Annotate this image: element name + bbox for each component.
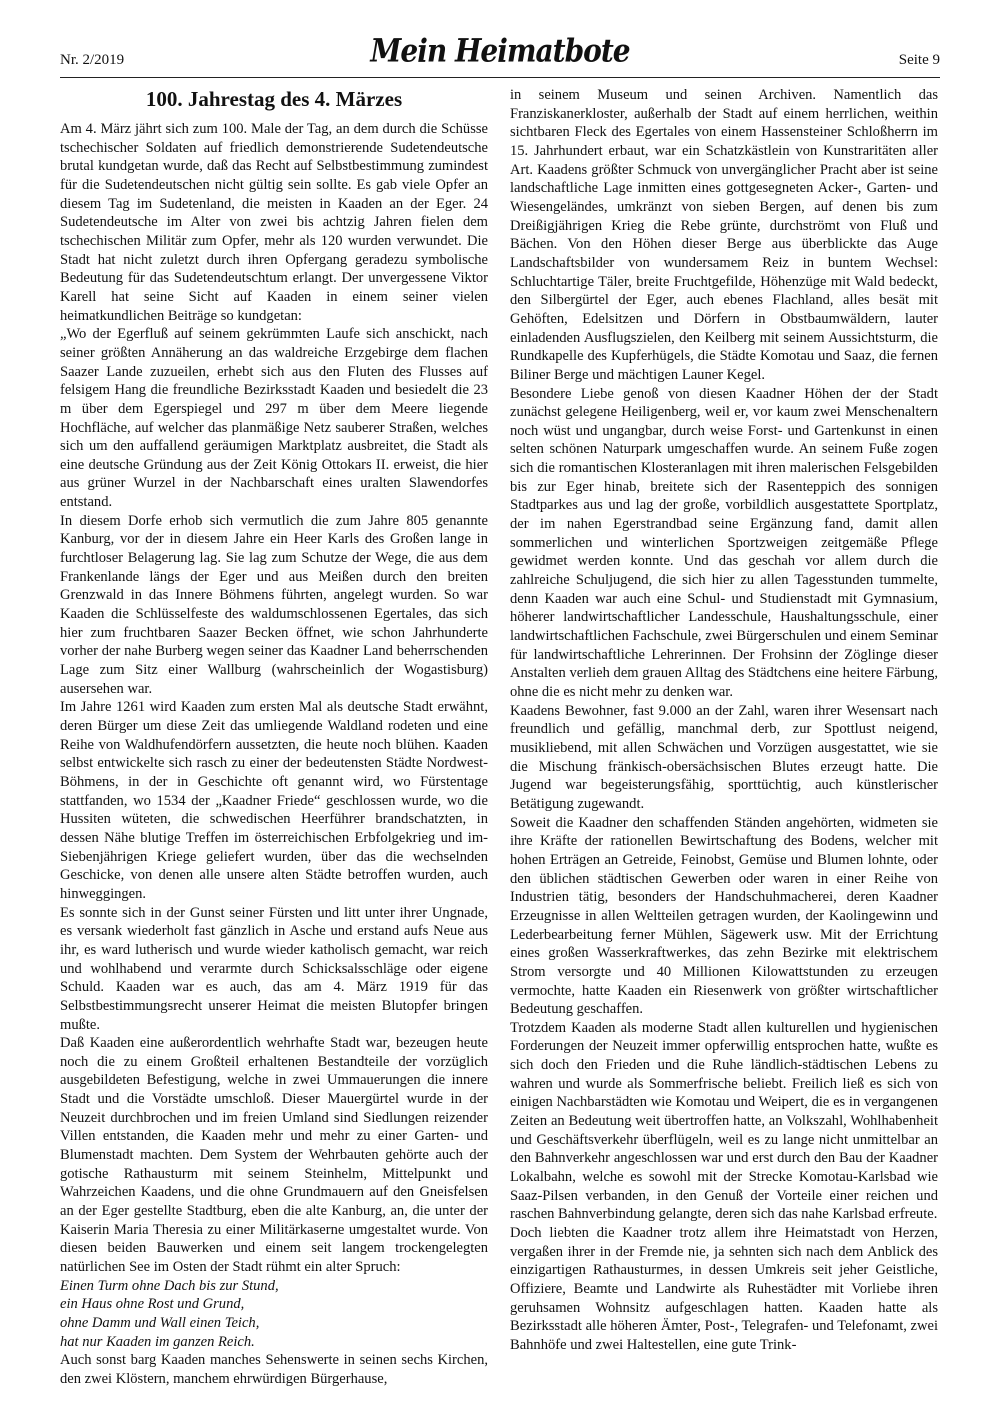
paragraph: Es sonnte sich in der Gunst seiner Fürsten und litt unter ihrer Ungnade, es versank wiederholt fast gänzlich in Asche und erstand aufs Neue aus ihr, es ward lutherisch und wurde wieder katholisch gemacht, war reich und wohlhabend und verarmte durch Schicksalsschläge oder eigene Schuld. Kaaden war es auch, das am 4. März 1919 für das Selbstbestimmungsrecht unserer Heimat die meisten Blutopfer bringen mußte. bbox=[60, 904, 488, 1033]
paragraph: Im Jahre 1261 wird Kaaden zum ersten Mal als deutsche Stadt erwähnt, deren Bürger um diese Zeit das umliegende Waldland rodeten und eine Reihe von Waldhufendörfern aussetzten, die heute noch blühen. Kaaden selbst entwickelte sich rasch zu einer der bedeutensten Städte Nordwest-Böhmens, in der in Geschichte oft genannt wird, wo Fürstentage stattfanden, wo 1534 der „Kaadner Friede“ geschlossen wurde, wo die Hussiten wüteten, die schwedischen Heerführer brandschatzten, in dessen Nähe blutige Treffen im österreichischen Erbfolgekrieg und im-Siebenjährigen Kriege geliefert wurden, über das die wechselnden Geschicke, von denen alle unsere alten Städte betroffen wurden, auch hinweggingen. bbox=[60, 699, 488, 902]
paragraph: Kaadens Bewohner, fast 9.000 an der Zahl, waren ihrer Wesensart nach freundlich und gefällig, manchmal derb, zur Spottlust neigend, musikliebend, mit allen Schwächen und Vorzügen ausgestattet, wie sie die Mischung fränkisch-obersächsischen Blutes erzeugt hatte. Die Jugend war begeisterungsfähig, sporttüchtig, auch künstlerischer Betätigung zugewandt. bbox=[510, 702, 938, 812]
issue-number: Nr. 2/2019 bbox=[60, 52, 125, 68]
article-title: 100. Jahrestag des 4. Märzes bbox=[145, 87, 403, 111]
verse-line: ohne Damm und Wall einen Teich, bbox=[60, 1315, 260, 1331]
left-column bbox=[60, 86, 488, 1389]
right-column bbox=[510, 86, 938, 1355]
paragraph: in seinem Museum und seinen Archiven. Namentlich das Franziskanerkloster, außerhalb der Stadt auf einem herrlichen, weithin sichtbaren Fleck des Egertales von einem Hassensteiner Schloßherrn im 15. Jahrhundert erbaut, war ein Schatzkästlein von Kunstraritäten aller Art. Kaadens größter Schmuck von unvergänglicher Pracht aber ist seine landschaftliche Lage inmitten eines gottgesegneten Acker-, Garten- und Wiesengeländes, umkränzt von sieben Bergen, auf denen bis zum Dreißigjährigen Krieg die Rebe grünte, durchströmt von Fluß und Bächen. Von den Höhen dieser Berge aus überblickte das Auge Landschaftsbilder von wundersamem Reiz in buntem Wechsel: Schluchtartige Täler, breite Fruchtgefilde, Höhenzüge mit Wald bedeckt, den Silbergürtel der Eger, auch ebenes Flachland, alles besät mit Gehöften, Edelsitzen und Dörfern in Obstbaumwäldern, lauter einladenden Ausflugszielen, den Keilberg mit seinem Aussichtsturm, die Rundkapelle des Kupferhügels, die Städte Komotau und Saaz, die fernen Biliner Berge und mächtigen Launer Kegel. bbox=[510, 87, 938, 383]
masthead-logo: Mein Heimatbote bbox=[370, 31, 630, 70]
paragraph: Soweit die Kaadner den schaffenden Ständen angehörten, widmeten sie ihre Kräfte der rationellen Bewirtschaftung des Bodens, welcher mit hohen Erträgen an Getreide, Feinobst, Gemüse und Blumen lohnte, oder den üblichen städtischen Gewerben oder waren in einer Reihe von Industrien tätig, besonders der Handschuhmacherei, deren Kaadner Erzeugnisse in allen Weltteilen getragen wurden, der Kaolingewinn und Lederbearbeitung ferner Mühlen, Sägewerk usw. Mit der Errichtung eines großen Wasserkraftwerkes, das zehn Bezirke mit elektrischem Strom versorgte und 40 Millionen Kilowattstunden zu erzeugen vermochte, hatte Kaaden ein Riesenwerk von größter wirtschaftlicher Bedeutung geschaffen. bbox=[510, 814, 938, 1018]
paragraph: „Wo der Egerfluß auf seinem gekrümmten Laufe sich anschickt, nach seiner größten Annäherung an das waldreiche Erzgebirge dem flachen Saazer Lande zuzueilen, erhebt sich aus den Fluten des Flusses auf felsigem Hang die freundliche Bezirksstadt Kaaden und besiedelt die 23 m über dem Egerspiegel und 297 m über dem Meere liegende Hochfläche, auf welcher das planmäßige Netz sauberer Straßen, welches sich um den auffallend geräumigen Marktplatz ausbreitet, die Stadt als eine deutsche Gründung aus der Zeit König Ottokars II. erweist, die hier aus grüner Wurzel in der Nachbarschaft eines uralten Slawendorfes entstand. bbox=[60, 326, 488, 511]
paragraph: Trotzdem Kaaden als moderne Stadt allen kulturellen und hygienischen Forderungen der Neuzeit immer opferwillig entsprochen hatte, wußte es sich doch den Frieden und die Ruhe ländlich-städtischen Lebens zu wahren und wurde als Sommerfrische beliebt. Freilich ließ es sich von einigen Nachbarstädten wie Komotau und Weipert, die es in vergangenen Zeiten an Bedeutung weit übertroffen hatte, an Volkszahl, Wohlhabenheit und Geschäftsverkehr überflügeln, weil es zu lange nicht unmittelbar an den Bahnverkehr angeschlossen war und erst durch den Bau der Kaadner Lokalbahn, welche es sowohl mit der Strecke Komotau-Karlsbad wie Saaz-Pilsen verbanden, in den Genuß der Vorteile einer reichen und raschen Bahnverbindung gelangte, deren sich das nahe Karlsbad erfreute. bbox=[510, 1019, 938, 1223]
verse-line: ein Haus ohne Rost und Grund, bbox=[60, 1296, 245, 1313]
paragraph: Auch sonst barg Kaaden manches Sehenswerte in seinen sechs Kirchen, den zwei Klöstern, manchem ehrwürdigen Bürgerhause, bbox=[60, 1352, 488, 1387]
verse-line: hat nur Kaaden im ganzen Reich. bbox=[60, 1333, 255, 1350]
paragraph: Besondere Liebe genoß von diesen Kaadner Höhen der der Stadt zunächst gelegene Heiligenberg, weil er, vor kaum zwei Menschenaltern noch wüst und ungangbar, durch weise Forst- und Gartenkunst in einen selten schönen Naturpark umgeschaffen wurde. An seinem Fuße zogen sich die romantischen Klosteranlagen mit ihren malerischen Felsgebilden bis zur Eger hinab, breitete sich der Rasenteppich des sonnigen Stadtparkes aus und lag der große, vorbildlich ausgestattete Sportplatz, der im nahen Egerstrandbad seine Ergänzung fand, damit allen sommerlichen und winterlichen Sportzweigen zeitgemäße Pflege gewidmet werden konnte. Und das geschah vor allem durch die zahlreiche Schuljugend, die sich hier zu allen Tagesstunden tummelte, denn Kaaden war auch eine Schul- und Studienstadt mit Gymnasium, höherer landwirtschaftlicher Landesschule, Haushaltungsschule, einer landwirtschaftlichen Fachschule, zwei Bürgerschulen und einem Seminar für landwirtschaftliche Lehrerinnen. Der Frohsinn der Zöglinge dieser Anstalten verlieh dem grauen Alltag des Städtchens eine heitere Färbung, ohne die es nicht mehr zu denken war. bbox=[510, 385, 938, 700]
page-header bbox=[60, 31, 940, 74]
verse-quote bbox=[60, 1277, 488, 1352]
page-number: Seite 9 bbox=[898, 52, 940, 68]
paragraph: Doch liebten die Kaadner trotz allem ihre Heimatstadt von Herzen, vergaßen ihrer in der Fremde nie, ja sehnten sich nach dem Anblick des einzigartigen Rathausturmes, in dessen Umkreis seit jeher Geistliche, Offiziere, Beamte und Landwirte als Ruhestädter mit Vorliebe ihren geruhsamen Wohnsitz aufgeschlagen hatten. Kaaden hatte als Bezirksstadt alle höheren Ämter, Post-, Telegrafen- und Telefonamt, zwei Bahnhöfe und zwei Haltestellen, eine gute Trink- bbox=[510, 1225, 938, 1353]
paragraph: Am 4. März jährt sich zum 100. Male der Tag, an dem durch die Schüsse tschechischer Soldaten auf friedlich demonstrierende Sudetendeutsche brutal kundgetan wurde, daß das Recht auf Selbstbestimmung zumindest für die Sudetendeutschen nicht gültig sein sollte. Es gab viele Opfer an diesem Tag im Sudetenland, die meisten in Kaaden an der Eger. 24 Sudetendeutsche im Alter von zwei bis achtzig Jahren fielen dem tschechischen Militär zum Opfer, mehr als 120 wurden verwundet. Die Stadt hat nicht zuletzt durch ihren Opfergang geradezu symbolische Bedeutung für das Sudetendeutschtum erlangt. Der unvergessene Viktor Karell hat seine Sicht auf Kaaden in einem seiner vielen heimatkundlichen Beiträge so kundgetan: bbox=[60, 121, 488, 324]
header-rule bbox=[60, 77, 940, 78]
verse-line: Einen Turm ohne Dach bis zur Stund, bbox=[60, 1277, 279, 1294]
paragraph: Daß Kaaden eine außerordentlich wehrhafte Stadt war, bezeugen heute noch die zu einem Großteil erhaltenen Bestandteile der vorzüglich ausgebildeten Befestigung, welche in zwei Ummauerungen die innere Stadt und die Vorstädte umschloß. Dieser Mauergürtel wurde in der Neuzeit durchbrochen und im freien Umland sind Siedlungen reizender Villen entstanden, die Kaaden mehr und mehr zu einer Garten- und Blumenstadt machten. Dem System der Wehrbauten gehörte auch der gotische Rathausturm mit seinem Steinhelm, Mittelpunkt und Wahrzeichen Kaadens, und die ohne Grundmauern auf den Gneisfelsen an der Eger gestellte Stadtburg, eben die alte Kanburg, an, die unter der Kaiserin Maria Theresia zu einer Militärkaserne umgestaltet wurde. Von diesen beiden Bauwerken und einem seit langem trockengelegten natürlichen See im Osten der Stadt rühmt ein alter Spruch: bbox=[60, 1035, 488, 1276]
paragraph: In diesem Dorfe erhob sich vermutlich die zum Jahre 805 genannte Kanburg, vor der in diesem Jahre ein Heer Karls des Großen lange in furchtloser Belagerung lag. Sie lag zum Schutze der Wege, die aus dem Frankenlande längs der Eger und aus Meißen durch den breiten Grenzwald in das Innere Böhmens führten, angelegt wurden. So war Kaaden die Schlüsselfeste des waldumschlossenen Egertales, das sich hier zum fruchtbaren Saazer Becken öffnet, wie schon Jahrhunderte vorher der nahe Burberg wegen seiner das Kaadner Land beherrschenden Lage zum Sitz einer Wallburg (wahrscheinlich der Wogastisburg) ausersehen war. bbox=[60, 512, 488, 697]
